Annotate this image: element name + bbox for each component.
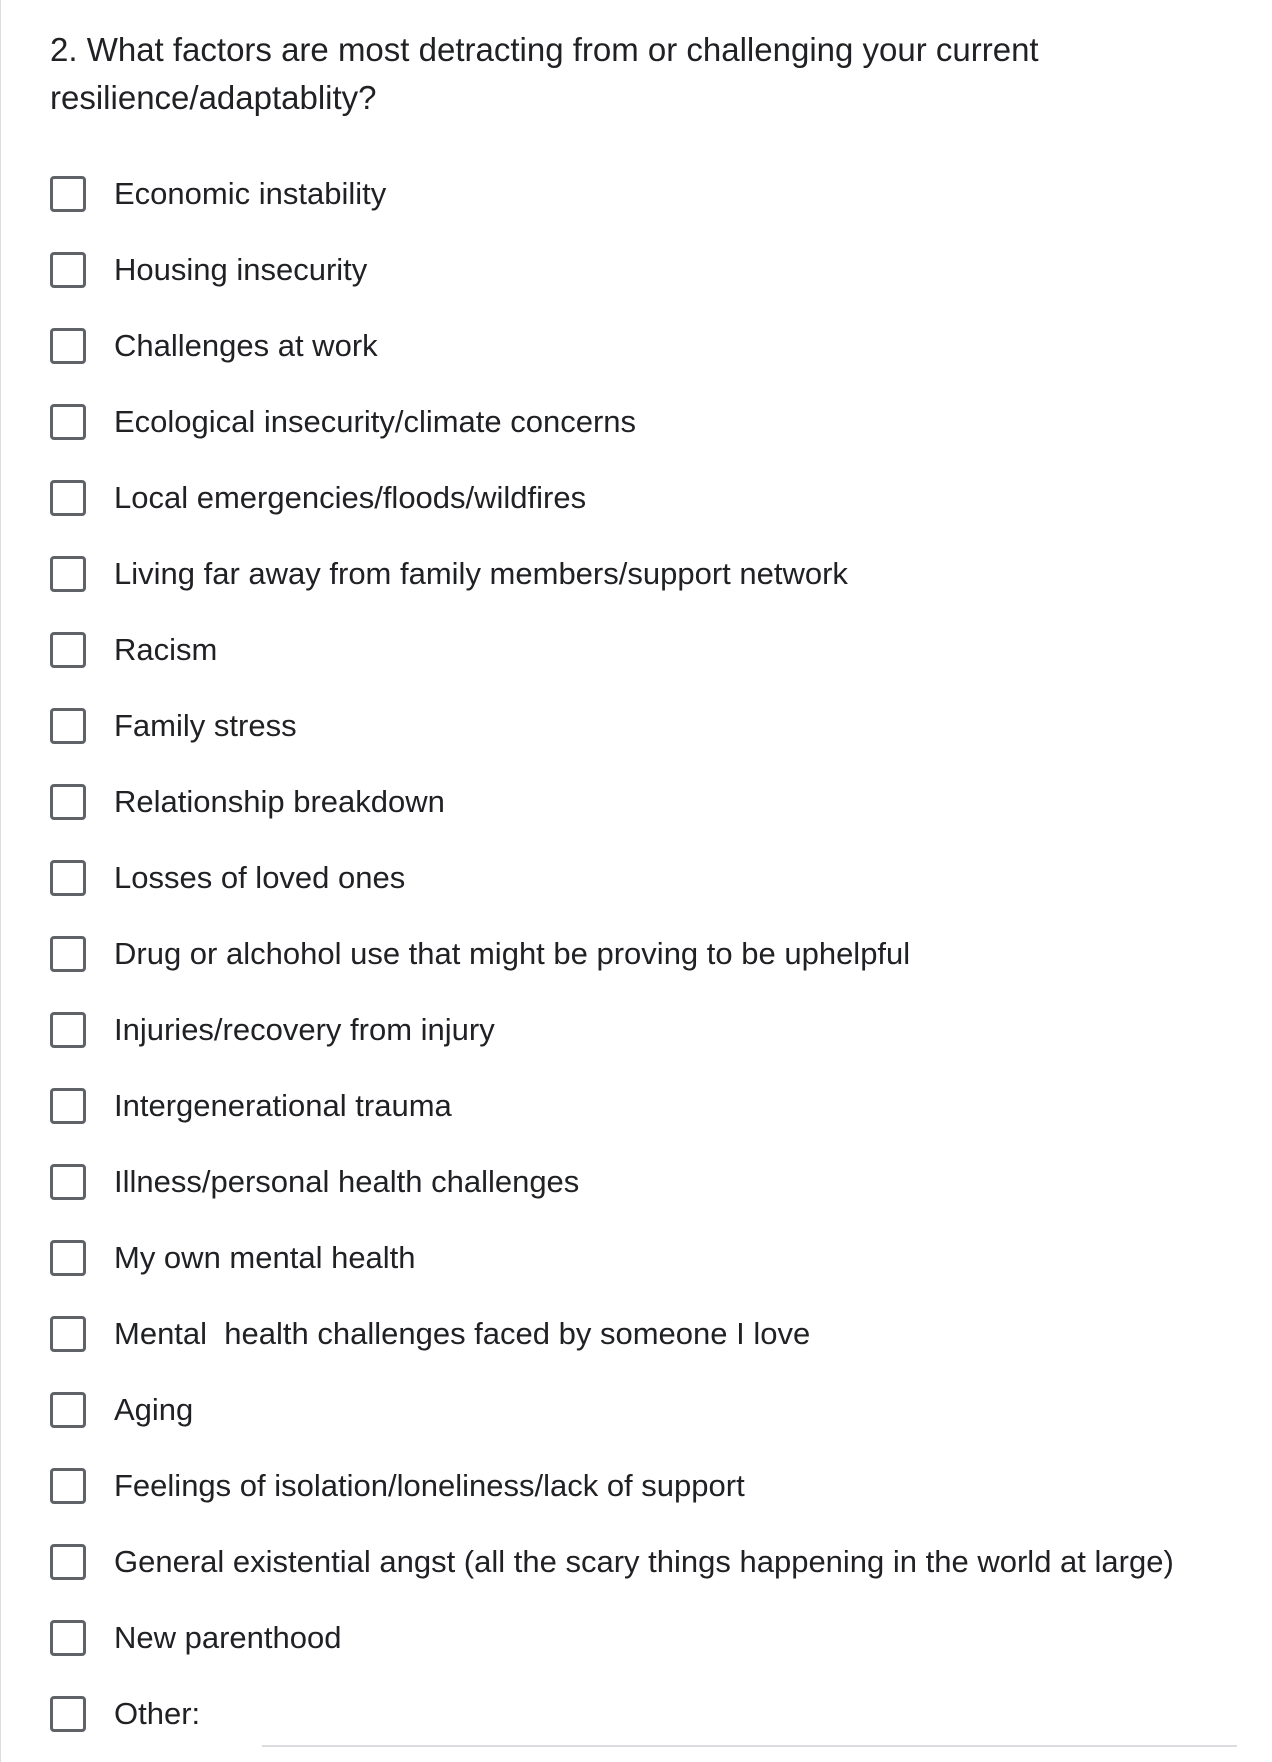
checkbox[interactable]: [50, 404, 86, 440]
option-label: Illness/personal health challenges: [114, 1164, 580, 1199]
option-label: Local emergencies/floods/wildfires: [114, 480, 587, 515]
option-label: Housing insecurity: [114, 252, 368, 287]
checkbox[interactable]: [50, 708, 86, 744]
option-intergenerational-trauma[interactable]: [50, 1068, 1250, 1144]
option-injuries[interactable]: [50, 992, 1250, 1068]
option-relationship-breakdown[interactable]: [50, 764, 1250, 840]
option-label: Relationship breakdown: [114, 784, 445, 819]
option-challenges-at-work[interactable]: [50, 308, 1250, 384]
option-family-stress[interactable]: [50, 688, 1250, 764]
checkbox[interactable]: [50, 1544, 86, 1580]
option-label: Losses of loved ones: [114, 860, 406, 895]
checkbox-options-list: [50, 156, 1250, 1752]
checkbox[interactable]: [50, 632, 86, 668]
checkbox[interactable]: [50, 1164, 86, 1200]
option-losses-of-loved-ones[interactable]: [50, 840, 1250, 916]
option-mental-health-of-loved-one[interactable]: [50, 1296, 1250, 1372]
option-label: General existential angst (all the scary things happening in the world at large): [114, 1544, 1174, 1579]
option-label: Drug or alchohol use that might be proving to be uphelpful: [114, 936, 911, 971]
option-racism[interactable]: [50, 612, 1250, 688]
checkbox[interactable]: [50, 176, 86, 212]
checkbox[interactable]: [50, 784, 86, 820]
option-drug-or-alcohol-use[interactable]: [50, 916, 1250, 992]
option-housing-insecurity[interactable]: [50, 232, 1250, 308]
option-label: Living far away from family members/support network: [114, 556, 848, 591]
option-living-far-away[interactable]: [50, 536, 1250, 612]
option-label: Family stress: [114, 708, 297, 743]
option-feelings-of-isolation[interactable]: [50, 1448, 1250, 1524]
option-label: New parenthood: [114, 1620, 342, 1655]
other-text-input[interactable]: [262, 1709, 1237, 1747]
other-label: Other:: [114, 1696, 201, 1731]
option-label: Racism: [114, 632, 218, 667]
option-illness[interactable]: [50, 1144, 1250, 1220]
question-title: 2. What factors are most detracting from or challenging your current resilience/adaptablity?: [50, 31, 1039, 116]
checkbox[interactable]: [50, 936, 86, 972]
option-label: Injuries/recovery from injury: [114, 1012, 495, 1047]
option-local-emergencies[interactable]: [50, 460, 1250, 536]
checkbox[interactable]: [50, 1012, 86, 1048]
checkbox[interactable]: [50, 480, 86, 516]
option-aging[interactable]: [50, 1372, 1250, 1448]
option-existential-angst[interactable]: [50, 1524, 1250, 1600]
checkbox[interactable]: [50, 860, 86, 896]
option-label: Challenges at work: [114, 328, 378, 363]
checkbox[interactable]: [50, 1316, 86, 1352]
option-label: My own mental health: [114, 1240, 416, 1275]
checkbox[interactable]: [50, 1240, 86, 1276]
option-label: Feelings of isolation/loneliness/lack of support: [114, 1468, 745, 1503]
option-ecological-insecurity[interactable]: [50, 384, 1250, 460]
checkbox[interactable]: [50, 1620, 86, 1656]
option-label: Mental health challenges faced by someone I love: [114, 1316, 811, 1351]
option-other[interactable]: [50, 1676, 1250, 1752]
checkbox[interactable]: [50, 1468, 86, 1504]
option-label: Economic instability: [114, 176, 387, 211]
checkbox[interactable]: [50, 252, 86, 288]
option-label: Intergenerational trauma: [114, 1088, 452, 1123]
option-economic-instability[interactable]: [50, 156, 1250, 232]
option-label: Aging: [114, 1392, 194, 1427]
option-new-parenthood[interactable]: [50, 1600, 1250, 1676]
option-label: Ecological insecurity/climate concerns: [114, 404, 637, 439]
checkbox[interactable]: [50, 556, 86, 592]
checkbox[interactable]: [50, 1392, 86, 1428]
option-my-own-mental-health[interactable]: [50, 1220, 1250, 1296]
checkbox[interactable]: [50, 1088, 86, 1124]
checkbox[interactable]: [50, 328, 86, 364]
checkbox[interactable]: [50, 1696, 86, 1732]
